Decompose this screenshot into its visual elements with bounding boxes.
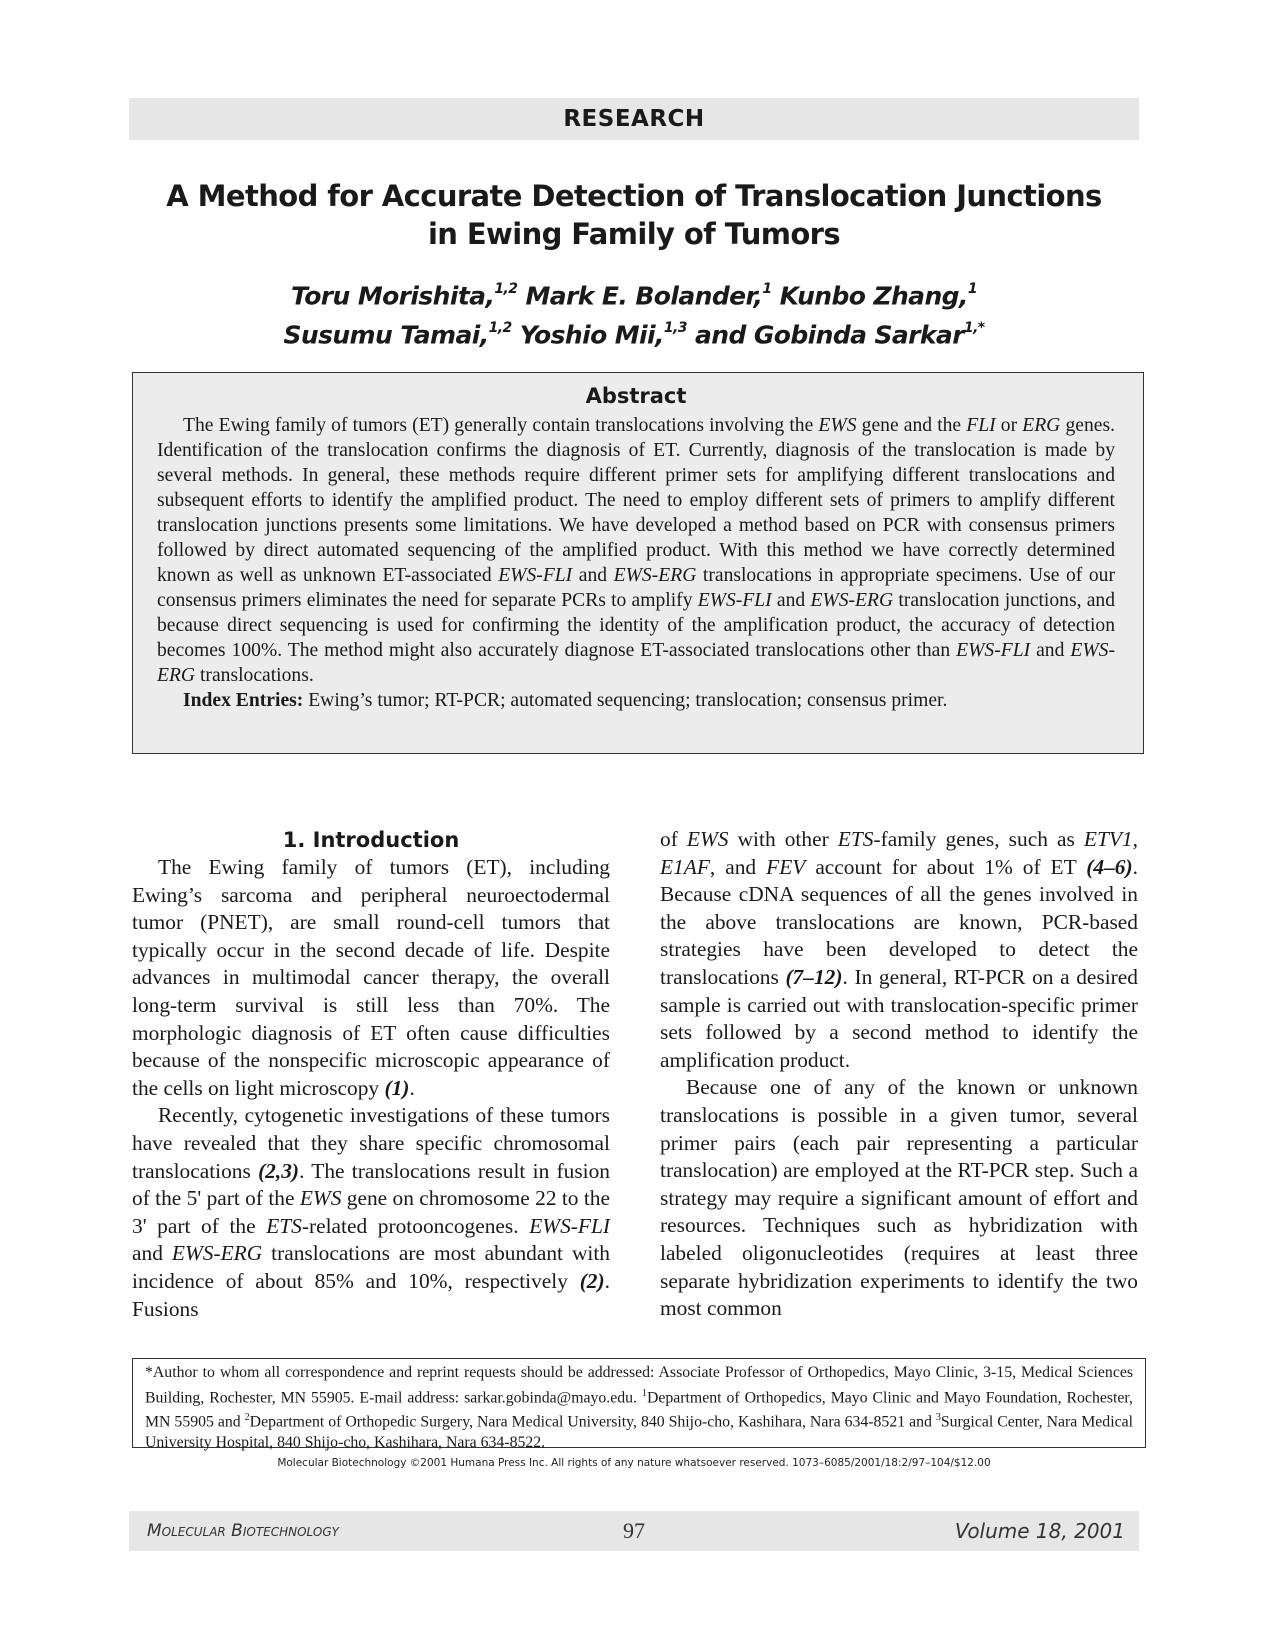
text-run: -family genes, such as [873, 827, 1084, 851]
gene-name: EWS-FLI [529, 1213, 610, 1238]
footnote-text: Surgical Center, Nara Medical University Hospital, 840 Shijo-cho, Kashihara, Nara 634-8522. [145, 1413, 1134, 1452]
abstract-text-run: and [771, 590, 811, 611]
abstract-heading: Abstract [585, 384, 687, 408]
citation-ref: (7–12) [785, 964, 843, 989]
gene-name: FEV [766, 854, 806, 879]
text-run: , and [709, 854, 767, 879]
gene-name: EWS-ERG [810, 590, 894, 611]
text-run: of [660, 827, 687, 851]
affiliation-mark: 1 [762, 281, 772, 297]
paragraph [660, 826, 1138, 1074]
author-line-1 [129, 274, 1139, 313]
paragraph [132, 854, 610, 1102]
text-run: . Fusions [132, 1268, 610, 1321]
citation-ref: (2) [579, 1268, 605, 1293]
text-run: and [132, 1241, 172, 1266]
text-run: . [409, 1075, 415, 1100]
text-run: The Ewing family of tumors (ET), including Ewing’s sarcoma and peripheral neuroectodermal tumor (PNET), are small round-cell tumors that typically occur in the second decade of life. Despite advances in multimodal cancer therapy, the overall long-term survival is still less than 70%. The morphologic diagnosis of ET often cause difficulties because of the nonspecific microscopic appearance of the cells on light microscopy [132, 855, 610, 1100]
paragraph: Because one of any of the known or unknown translocations is possible in a given tumor, several primer pairs (each pair representing a particular translocation) are employed at the RT-PCR step. Such a strategy may require a significant amount of effort and resources. Techniques such as hybridization with labeled oligonucleotides (requires at least three separate hybridization experiments to identify the two most common [660, 1075, 1138, 1321]
gene-name: EWS-FLI [697, 590, 772, 611]
volume-info: Volume 18, 2001 [954, 1519, 1125, 1543]
article-title [129, 177, 1139, 253]
text-run: -related protooncogenes. [301, 1213, 530, 1238]
page-number: 97 [623, 1518, 645, 1543]
abstract-text [157, 413, 1115, 688]
abstract-text-run: gene and the [856, 415, 967, 436]
affiliation-mark: 1 [641, 1387, 647, 1399]
journal-name: Molecular Biotechnology [147, 1521, 339, 1541]
affiliation-mark: 1,* [963, 320, 985, 337]
affiliation-mark: 3 [935, 1412, 941, 1424]
section-heading-introduction: 1. Introduction [282, 828, 460, 852]
gene-name: EWS [818, 415, 857, 436]
gene-name: ETV1 [1083, 827, 1133, 851]
abstract-text-run: translocation junctions, and because direct sequencing is used for confirming the identity of the amplification product, the accuracy of detection becomes 100%. The method might also accurately diagnose ET-associated translocations other than [157, 590, 1115, 661]
footnote-text: Department of Orthopedic Surgery, Nara Medical University, 840 Shijo-cho, Kashihara, Nara 634-8521 and [249, 1413, 936, 1431]
gene-name: EWS-ERG [171, 1241, 263, 1266]
text-run: translocations are most abundant with incidence of about 85% and 10%, respectively [132, 1241, 611, 1293]
abstract-text-run: The Ewing family of tumors (ET) generally contain translocations involving the [183, 415, 819, 436]
text-run: gene on chromosome 22 to the 3' part of the [132, 1186, 610, 1238]
gene-name: EWS-FLI [956, 640, 1031, 661]
gene-name: ERG [1022, 415, 1061, 436]
section-label: RESEARCH [129, 98, 1139, 140]
copyright-line: Molecular Biotechnology ©2001 Humana Press Inc. All rights of any nature whatsoever reserved. 1073–6085/2001/18:2/97–104/$12.00 [277, 1457, 991, 1469]
column-right [660, 826, 1138, 1323]
affiliation-mark: 1 [967, 281, 977, 297]
title-line-2: in Ewing Family of Tumors [427, 217, 841, 251]
author-line-2 [129, 313, 1139, 352]
paragraph [132, 1102, 610, 1323]
abstract-text-run: and [1030, 640, 1071, 661]
correspondence-footnote [132, 1358, 1146, 1452]
author-name: Susumu Tamai, [283, 320, 489, 350]
affiliation-mark: 2 [244, 1412, 250, 1424]
abstract-text-run: translocations in appropriate specimens. Use of our consensus primers eliminates the need for separate PCRs to amplify [157, 565, 1115, 611]
gene-name: ETS [266, 1213, 302, 1238]
title-line-1: A Method for Accurate Detection of Translocation Junctions [166, 179, 1102, 213]
citation-ref: (1) [384, 1075, 410, 1100]
abstract-box [132, 372, 1144, 754]
affiliation-mark: 1,2 [488, 320, 512, 337]
index-entries-label: Index Entries: [183, 690, 304, 711]
text-run: Recently, cytogenetic investigations of these tumors have revealed that they share specific chromosomal translocations [132, 1103, 610, 1183]
gene-name: ETS [837, 827, 874, 851]
abstract-text-run: genes. Identification of the translocation confirms the diagnosis of ET. Currently, diagnosis of the translocation is made by several methods. In general, these methods require different primer sets for amplifying different translocations and subsequent efforts to identify the amplified product. The need to employ different sets of primers to amplify different translocation junctions presents some limitations. We have developed a method based on PCR with consensus primers followed by direct automated sequencing of the amplified product. With this method we have correctly determined known as well as unknown ET-associated [157, 415, 1115, 586]
abstract-text-run: or [995, 415, 1023, 436]
author-list [129, 274, 1139, 353]
gene-name: EWS-FLI [498, 565, 573, 586]
text-run: . The translocations result in fusion of the 5' part of the [132, 1158, 610, 1211]
footnote-text: *Author to whom all correspondence and reprint requests should be addressed: Associate Professor of Orthopedics, Mayo Clinic, 3-15, Medical Sciences Building, Rochester, MN 55905. E-mail address: sarkar.gobinda@mayo.edu. [145, 1364, 1133, 1406]
affiliation-mark: 1,3 [663, 320, 687, 337]
gene-name: EWS-ERG [613, 565, 697, 586]
text-run: . Because cDNA sequences of all the genes involved in the above translocations are known, PCR-based strategies have been developed to detect the translocations [660, 854, 1138, 989]
citation-ref: (2,3) [258, 1158, 300, 1183]
page-footer [129, 1511, 1139, 1551]
gene-name: FLI [966, 415, 996, 436]
index-entries [157, 688, 1115, 713]
footnote-text: Department of Orthopedics, Mayo Clinic and Mayo Foundation, Rochester, MN 55905 and [145, 1388, 1133, 1431]
text-run: , [1132, 827, 1138, 851]
author-name: and Gobinda Sarkar [686, 320, 964, 350]
text-run: account for about 1% of ET [805, 854, 1087, 879]
citation-ref: (4–6) [1086, 854, 1133, 879]
author-name: Mark E. Bolander, [517, 281, 763, 311]
abstract-text-run: translocations. [195, 665, 314, 686]
abstract-text-run: and [572, 565, 614, 586]
column-left [132, 826, 610, 1323]
index-entries-text: Ewing’s tumor; RT-PCR; automated sequencing; translocation; consensus primer. [303, 690, 948, 711]
gene-name: EWS [299, 1186, 342, 1211]
gene-name: E1AF [660, 854, 710, 879]
author-name: Kunbo Zhang, [771, 281, 968, 311]
gene-name: EWS [686, 827, 729, 851]
author-name: Yoshio Mii, [511, 320, 664, 350]
affiliation-mark: 1,2 [494, 281, 518, 297]
gene-name: EWS-ERG [157, 640, 1115, 686]
text-run: . In general, RT-PCR on a desired sample is carried out with translocation-specific primer sets followed by a second method to identify the amplification product. [660, 964, 1138, 1072]
text-run: with other [728, 827, 838, 851]
author-name: Toru Morishita, [290, 281, 495, 311]
